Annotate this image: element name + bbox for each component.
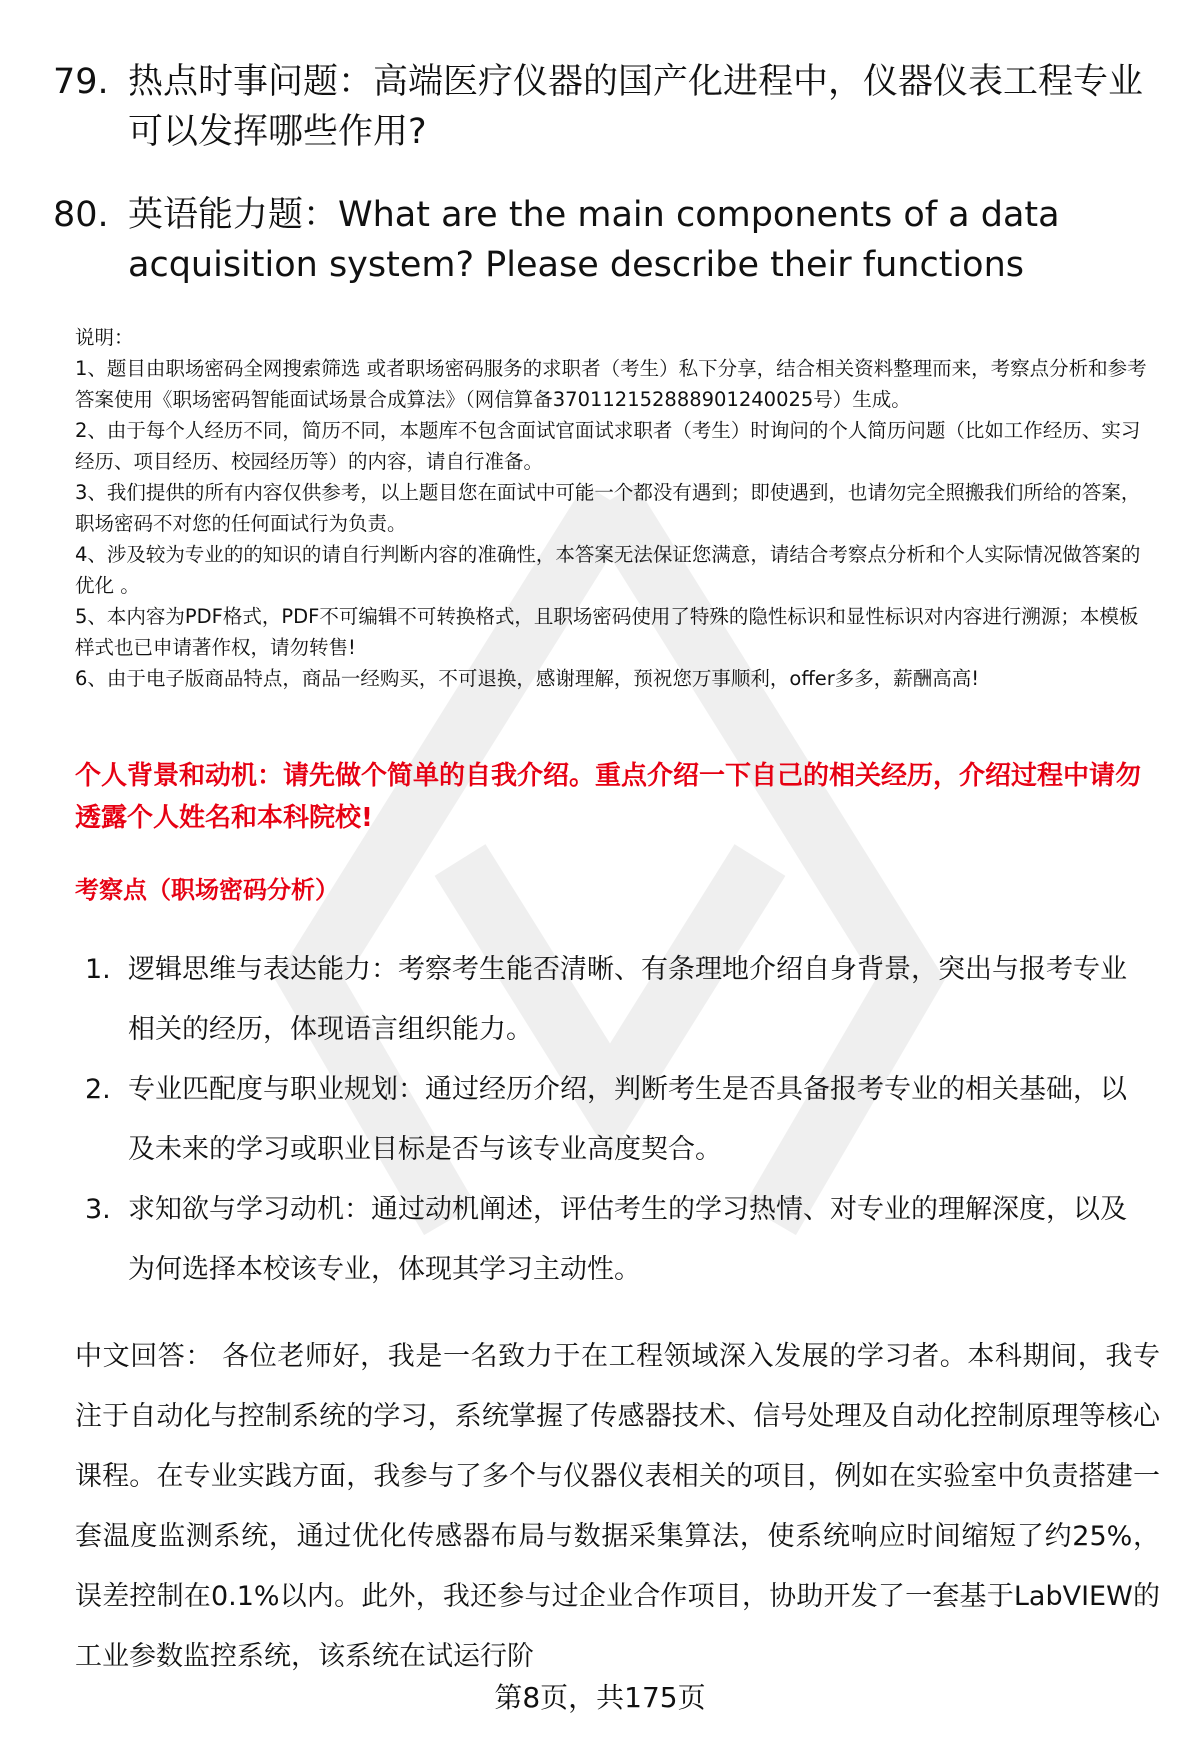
- focus-item: [85, 940, 1145, 1060]
- note-item: 2、由于每个人经历不同，简历不同，本题库不包含面试官面试求职者（考生）时询问的个人简历问题（比如工作经历、实习经历、项目经历、校园经历等）的内容，请自行准备。: [75, 419, 1141, 473]
- note-item: 1、题目由职场密码全网搜索筛选 或者职场密码服务的求职者（考生）私下分享，结合相关资料整理而来，考察点分析和参考答案使用《职场密码智能面试场景合成算法》（网信算备370112152888901240025号）生成。: [75, 357, 1147, 411]
- disclaimer-notes: [75, 322, 1155, 694]
- focus-item: [85, 1060, 1145, 1180]
- focus-list: [85, 940, 1145, 1300]
- question-79: [53, 57, 1153, 157]
- question-number: 79.: [53, 62, 109, 102]
- item-number: 1.: [85, 954, 111, 985]
- item-text: 逻辑思维与表达能力：考察考生能否清晰、有条理地介绍自身背景，突出与报考专业相关的经历，体现语言组织能力。: [128, 954, 1127, 1045]
- focus-item: [85, 1180, 1145, 1300]
- intro-question-heading: 个人背景和动机：请先做个简单的自我介绍。重点介绍一下自己的相关经历，介绍过程中请勿透露个人姓名和本科院校!: [75, 761, 1142, 833]
- item-number: 3.: [85, 1194, 111, 1225]
- item-text: 求知欲与学习动机：通过动机阐述，评估考生的学习热情、对专业的理解深度，以及为何选择本校该专业，体现其学习主动性。: [128, 1194, 1127, 1285]
- question-80: [53, 190, 1153, 290]
- page-number: 第8页，共175页: [494, 1681, 706, 1714]
- question-number: 80.: [53, 195, 109, 235]
- item-number: 2.: [85, 1074, 111, 1105]
- note-item: 3、我们提供的所有内容仅供参考，以上题目您在面试中可能一个都没有遇到；即使遇到，也请勿完全照搬我们所给的答案，职场密码不对您的任何面试行为负责。: [75, 481, 1141, 535]
- question-text: 英语能力题：What are the main components of a data acquisition system? Please describe their functions: [128, 195, 1060, 285]
- question-text: 热点时事问题：高端医疗仪器的国产化进程中，仪器仪表工程专业可以发挥哪些作用?: [128, 62, 1144, 152]
- item-text: 专业匹配度与职业规划：通过经历介绍，判断考生是否具备报考专业的相关基础，以及未来的学习或职业目标是否与该专业高度契合。: [128, 1074, 1127, 1165]
- note-item: 4、涉及较为专业的的知识的请自行判断内容的准确性，本答案无法保证您满意，请结合考察点分析和个人实际情况做答案的优化 。: [75, 543, 1141, 597]
- focus-section-title: 考察点（职场密码分析）: [75, 876, 339, 904]
- notes-title: 说明：: [75, 326, 134, 349]
- note-item: 5、本内容为PDF格式，PDF不可编辑不可转换格式，且职场密码使用了特殊的隐性标识和显性标识对内容进行溯源；本模板样式也已申请著作权，请勿转售!: [75, 605, 1139, 659]
- chinese-answer: 中文回答： 各位老师好，我是一名致力于在工程领域深入发展的学习者。本科期间，我专注于自动化与控制系统的学习，系统掌握了传感器技术、信号处理及自动化控制原理等核心课程。在专业实践方面，我参与了多个与仪器仪表相关的项目，例如在实验室中负责搭建一套温度监测系统，通过优化传感器布局与数据采集算法，使系统响应时间缩短了约25%，误差控制在0.1%以内。此外，我还参与过企业合作项目，协助开发了一套基于LabVIEW的工业参数监控系统，该系统在试运行阶: [75, 1341, 1160, 1672]
- note-item: 6、由于电子版商品特点，商品一经购买，不可退换，感谢理解，预祝您万事顺利，offer多多，薪酬高高!: [75, 667, 980, 690]
